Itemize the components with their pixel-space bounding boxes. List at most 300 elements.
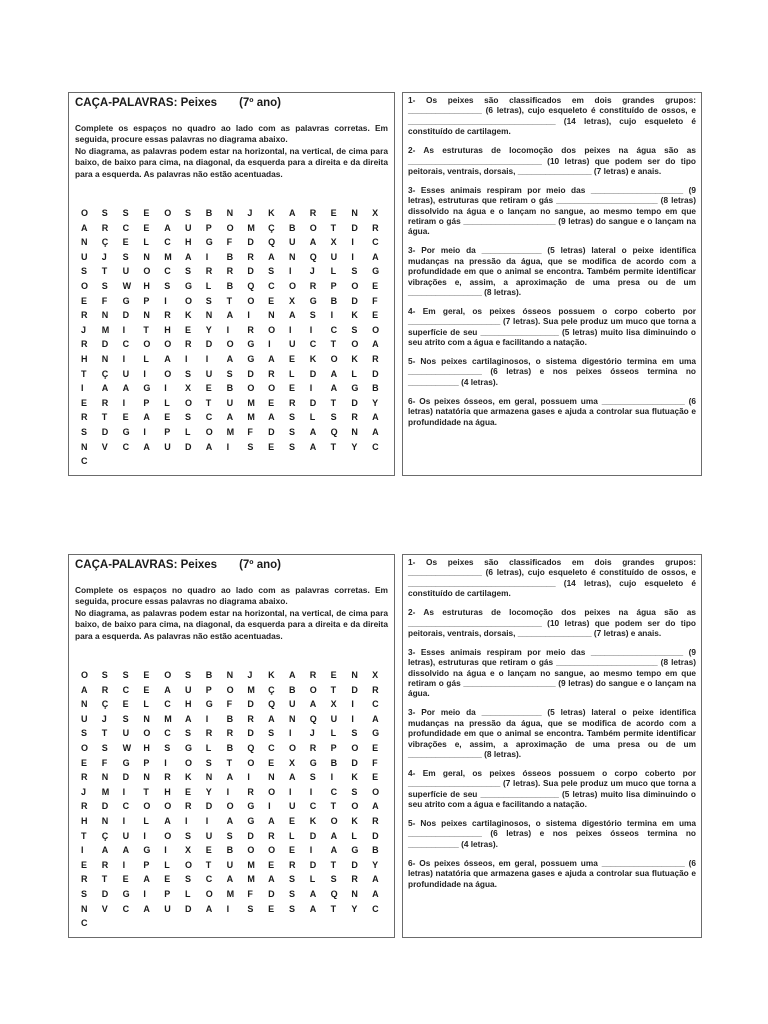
grid-letter: A xyxy=(164,684,171,695)
grid-letter: S xyxy=(309,310,316,321)
grid-letter: O xyxy=(143,266,151,277)
grid-letter: E xyxy=(164,874,171,885)
grid-letter: A xyxy=(164,353,171,364)
grid-letter: O xyxy=(309,684,317,695)
grid-letter: R xyxy=(226,728,234,739)
grid-letter: R xyxy=(351,874,358,885)
grid-letter: S xyxy=(184,266,191,277)
grid-letter: S xyxy=(288,888,295,899)
grid-letter: D xyxy=(351,757,358,768)
grid-letter: A xyxy=(164,222,171,233)
grid-letter: I xyxy=(351,251,354,262)
grid-letter: R xyxy=(372,684,379,695)
grid-letter: M xyxy=(247,874,255,885)
grid-letter: E xyxy=(143,208,150,219)
grid-letter: C xyxy=(164,266,171,277)
instruction-paragraph: Complete os espaços no quadro ao lado com as palavras corretas. Em seguida, procure essas palavras no diagrama abaixo. xyxy=(75,123,388,145)
grid-letter: A xyxy=(226,874,234,885)
grid-letter: O xyxy=(164,830,172,841)
grid-letter: Q xyxy=(268,237,276,248)
grid-letter: A xyxy=(164,815,171,826)
grade-level: (7º ano) xyxy=(239,559,281,571)
grid-letter: A xyxy=(143,412,150,423)
grid-letter: T xyxy=(101,728,108,739)
grid-letter: U xyxy=(330,251,338,262)
grid-letter: O xyxy=(268,383,276,394)
grid-letter: S xyxy=(268,728,275,739)
grid-letter: O xyxy=(351,743,359,753)
grid-letter: A xyxy=(372,339,379,350)
grid-letter: T xyxy=(143,786,149,797)
grid-letter: R xyxy=(268,368,275,379)
grid-letter: E xyxy=(122,237,129,248)
grid-letter: S xyxy=(184,208,191,219)
grid-letter: G xyxy=(122,295,130,306)
grid-letter: A xyxy=(226,772,234,783)
grid-letter: S xyxy=(101,281,108,291)
grid-letter: G xyxy=(247,353,255,364)
grid-letter: A xyxy=(288,208,296,219)
grid-letter: X xyxy=(184,383,191,394)
grid-letter: T xyxy=(330,339,337,350)
grid-letter: A xyxy=(372,888,379,899)
grid-letter: F xyxy=(226,237,233,248)
grid-letter: L xyxy=(143,237,149,248)
grid-letter: I xyxy=(143,426,146,437)
grid-letter: G xyxy=(309,757,317,768)
grid-letter: S xyxy=(184,412,191,423)
grid-letter: R xyxy=(247,786,254,797)
grid-letter: U xyxy=(330,713,338,724)
grid-letter: B xyxy=(226,281,234,291)
grid-letter: A xyxy=(372,251,379,262)
grid-letter: C xyxy=(164,699,171,710)
grid-letter: Q xyxy=(309,713,317,724)
grid-letter: C xyxy=(372,237,379,248)
grid-letter: I xyxy=(247,310,250,321)
grid-letter: Ç xyxy=(101,368,109,379)
grid-letter: H xyxy=(164,324,171,335)
grid-letter: S xyxy=(288,441,295,452)
grid-letter: A xyxy=(143,903,150,914)
grid-letter: O xyxy=(184,397,192,408)
instructions xyxy=(75,123,388,180)
grid-letter: E xyxy=(288,815,295,826)
grid-letter: I xyxy=(226,441,230,452)
grid-letter: J xyxy=(309,266,315,277)
grid-letter: C xyxy=(268,281,275,291)
grid-letter: R xyxy=(184,339,192,350)
grid-letter: P xyxy=(143,397,150,408)
grid-letter: A xyxy=(330,830,338,841)
grid-letter: S xyxy=(184,368,191,379)
grid-letter: U xyxy=(288,699,296,710)
grid-letter: U xyxy=(122,368,130,379)
grid-letter: D xyxy=(309,830,317,841)
grid-letter: P xyxy=(205,684,212,695)
grid-letter: R xyxy=(247,324,254,335)
grid-letter: R xyxy=(81,874,88,885)
grid-letter: A xyxy=(309,426,317,437)
grid-letter: E xyxy=(81,859,88,870)
word-search-panel xyxy=(68,554,395,938)
grid-letter: R xyxy=(101,684,109,695)
grid-letter: D xyxy=(101,339,109,350)
question-1: 1- Os peixes são classificados em dois grandes grupos: ________________ (6 letras), cujo esqueleto é constituído de ossos, e ________________________________ (14 letras), cujo esqueleto é constituído de cartilagem. xyxy=(408,95,696,137)
grid-letter: Ç xyxy=(268,222,275,233)
grid-letter: R xyxy=(205,728,213,739)
grid-letter: I xyxy=(268,339,271,350)
questions-panel xyxy=(402,554,702,938)
grid-letter: J xyxy=(309,728,315,739)
grid-letter: U xyxy=(184,222,192,233)
grid-letter: T xyxy=(330,859,337,870)
grid-letter: A xyxy=(101,383,109,394)
grid-letter: I xyxy=(226,903,230,914)
grid-letter: Y xyxy=(351,441,358,452)
question-1: 1- Os peixes são classificados em dois grandes grupos: ________________ (6 letras), cujo esqueleto é constituído de ossos, e ________________________________ (14 letras), cujo esqueleto é constituído de cartilagem. xyxy=(408,557,696,599)
grid-letter: A xyxy=(309,237,317,248)
grid-letter: K xyxy=(309,353,317,364)
grid-letter: L xyxy=(351,368,357,379)
grid-letter: M xyxy=(247,222,255,233)
grid-letter: E xyxy=(184,786,191,797)
grid-letter: C xyxy=(122,684,130,695)
grid-letter: A xyxy=(288,772,296,783)
grid-letter: E xyxy=(268,903,275,914)
grid-letter: R xyxy=(101,222,109,233)
grid-letter: I xyxy=(247,772,250,783)
grid-letter: C xyxy=(122,222,130,233)
grid-letter: K xyxy=(351,772,358,783)
grid-letter: X xyxy=(288,757,295,768)
grid-letter: S xyxy=(247,903,254,914)
grid-letter: X xyxy=(330,237,337,248)
grid-letter: D xyxy=(247,728,254,739)
grid-letter: I xyxy=(351,699,354,710)
grid-letter: T xyxy=(330,903,337,914)
grid-letter: L xyxy=(330,728,337,739)
grid-letter: C xyxy=(372,441,379,452)
grid-letter: E xyxy=(164,412,171,423)
grid-letter: I xyxy=(122,815,126,826)
grid-letter: C xyxy=(81,456,88,467)
grid-letter: L xyxy=(205,281,212,291)
grid-letter: G xyxy=(247,815,255,826)
grid-letter: I xyxy=(288,266,292,277)
grid-letter: R xyxy=(164,310,171,321)
grid-letter: A xyxy=(205,441,213,452)
grid-letter: N xyxy=(81,237,88,248)
grid-letter: R xyxy=(247,251,254,262)
grid-letter: K xyxy=(309,815,317,826)
grid-letter: D xyxy=(184,441,192,452)
grid-letter: T xyxy=(101,874,108,885)
grid-letter: D xyxy=(351,222,358,233)
grid-letter: S xyxy=(288,412,295,423)
grid-letter: S xyxy=(288,426,295,437)
grid-letter: N xyxy=(288,713,296,724)
grid-letter: S xyxy=(81,266,88,277)
grid-letter: F xyxy=(247,426,253,437)
grid-letter: D xyxy=(351,684,358,695)
grid-letter: E xyxy=(268,295,275,306)
grid-letter: E xyxy=(288,383,295,394)
worksheet-title: CAÇA-PALAVRAS: Peixes xyxy=(75,559,218,571)
grid-letter: S xyxy=(164,281,171,291)
grid-letter: Q xyxy=(330,426,338,437)
grid-letter: K xyxy=(268,208,275,219)
grid-letter: S xyxy=(81,728,88,739)
grid-letter: N xyxy=(205,772,213,783)
question-3a: 3- Esses animais respiram por meio das ____________________ (9 letras), estruturas que retiram o gás ______________________ (8 letras) dissolvido na água e o lançam no sangue, ao mesmo tempo em que retiram o gás ____________________ (9 letras) do sangue e o lançam na água. xyxy=(408,646,696,699)
grid-letter: S xyxy=(351,324,358,335)
grid-letter: O xyxy=(164,670,172,681)
grid-letter: A xyxy=(184,251,192,262)
grid-letter: S xyxy=(351,266,358,277)
grid-letter: A xyxy=(226,815,234,826)
grid-letter: Y xyxy=(351,903,358,914)
grid-letter: O xyxy=(351,339,359,350)
grid-letter: L xyxy=(143,353,149,364)
grid-letter: R xyxy=(101,859,109,870)
grid-letter: B xyxy=(330,757,338,768)
grid-letter: O xyxy=(143,801,151,812)
grid-letter: S xyxy=(122,670,129,681)
grid-letter: S xyxy=(184,728,191,739)
grid-letter: R xyxy=(268,830,275,841)
letter-grid xyxy=(81,668,388,931)
grid-letter: V xyxy=(101,441,108,452)
grid-letter: T xyxy=(330,222,337,233)
grid-letter: N xyxy=(81,699,88,710)
grid-letter: I xyxy=(226,786,230,797)
grid-letter: N xyxy=(101,815,109,826)
grid-letter: O xyxy=(268,786,276,797)
grid-letter: G xyxy=(372,266,380,277)
grid-letter: N xyxy=(226,670,234,681)
question-5: 5- Nos peixes cartilaginosos, o sistema digestório termina em uma ________________ (6 letras) e nos peixes ósseos termina no ___________ (4 letras). xyxy=(408,818,696,849)
grid-letter: C xyxy=(330,324,338,335)
grid-letter: L xyxy=(184,888,191,899)
grid-letter: O xyxy=(330,815,338,826)
grid-letter: R xyxy=(372,222,379,233)
grid-letter: D xyxy=(351,859,358,870)
worksheet-title-row xyxy=(75,97,388,109)
grid-letter: Q xyxy=(247,281,255,291)
grid-letter: U xyxy=(205,830,213,841)
grid-letter: R xyxy=(164,772,171,783)
grid-letter: B xyxy=(330,295,338,306)
grid-letter: U xyxy=(205,368,213,379)
worksheet-title-row xyxy=(75,559,388,571)
grid-letter: I xyxy=(164,383,167,394)
grid-letter: M xyxy=(101,786,110,797)
grid-letter: J xyxy=(101,251,107,262)
grid-letter: A xyxy=(330,383,338,394)
grid-letter: I xyxy=(122,786,126,797)
instruction-paragraph: No diagrama, as palavras podem estar na horizontal, na vertical, de cima para baixo, de baixo para cima, na diagonal, da esquerda para a direita e da direita para a esquerda. As palavras não estão acentuadas. xyxy=(75,607,388,641)
grid-letter: N xyxy=(288,251,296,262)
grid-letter: I xyxy=(81,845,84,856)
grid-letter: B xyxy=(205,208,213,219)
grid-letter: E xyxy=(81,397,88,408)
grid-letter: S xyxy=(226,830,233,841)
grid-letter: N xyxy=(101,353,109,364)
grid-letter: O xyxy=(268,324,276,335)
grid-letter: P xyxy=(205,222,212,233)
worksheet-top xyxy=(0,92,768,476)
grid-letter: F xyxy=(101,757,108,768)
grid-letter: Y xyxy=(372,397,379,408)
grid-letter: D xyxy=(351,295,358,306)
grid-letter: S xyxy=(205,295,212,306)
grid-letter: D xyxy=(205,801,213,812)
grid-letter: I xyxy=(143,830,146,841)
grid-letter: S xyxy=(205,757,212,768)
grid-letter: A xyxy=(268,353,275,364)
grid-letter: E xyxy=(205,383,212,394)
grid-letter: D xyxy=(205,339,213,350)
grid-letter: X xyxy=(288,295,295,306)
grid-letter: D xyxy=(247,266,254,277)
grid-letter: S xyxy=(288,903,295,914)
grid-letter: O xyxy=(164,368,172,379)
grid-letter: T xyxy=(101,266,108,277)
grid-letter: F xyxy=(372,757,378,768)
grid-letter: T xyxy=(330,801,337,812)
question-3a: 3- Esses animais respiram por meio das ____________________ (9 letras), estruturas que retiram o gás ______________________ (8 letras) dissolvido na água e o lançam no sangue, ao mesmo tempo em que retiram o gás ____________________ (9 letras) do sangue e o lançam na água. xyxy=(408,184,696,237)
grid-letter: A xyxy=(268,815,275,826)
grid-letter: P xyxy=(143,859,150,870)
grid-letter: N xyxy=(351,670,358,681)
grid-letter: U xyxy=(226,859,234,870)
grid-letter: R xyxy=(247,713,254,724)
grid-letter: B xyxy=(226,251,234,262)
grid-letter: A xyxy=(122,383,130,394)
grid-letter: U xyxy=(122,830,130,841)
grid-letter: U xyxy=(164,903,171,914)
grid-letter: K xyxy=(184,772,192,783)
grid-letter: O xyxy=(81,208,89,219)
grid-letter: O xyxy=(164,208,172,219)
grid-letter: G xyxy=(143,383,151,394)
grid-letter: A xyxy=(226,412,234,423)
grid-letter: L xyxy=(184,426,191,437)
grid-letter: S xyxy=(288,874,295,885)
grid-letter: A xyxy=(143,441,150,452)
grid-letter: I xyxy=(268,801,271,812)
grid-letter: B xyxy=(288,684,296,695)
grid-letter: C xyxy=(205,412,213,423)
grid-letter: L xyxy=(164,859,170,870)
grid-letter: F xyxy=(372,295,378,306)
grid-letter: N xyxy=(101,772,109,783)
grid-letter: S xyxy=(351,786,358,797)
grid-letter: A xyxy=(268,874,275,885)
grid-letter: B xyxy=(205,670,213,681)
grid-letter: D xyxy=(309,397,317,408)
grid-letter: C xyxy=(268,743,275,753)
grid-letter: C xyxy=(309,339,317,350)
grid-letter: K xyxy=(351,815,358,826)
grid-letter: H xyxy=(184,699,192,710)
question-6: 6- Os peixes ósseos, em geral, possuem uma __________________ (6 letras) natatória que armazena gases e ajuda a controlar sua flutuação e profundidade na água. xyxy=(408,857,696,889)
grid-letter: C xyxy=(122,903,130,914)
grid-letter: O xyxy=(143,728,151,739)
grid-letter: Ç xyxy=(101,699,109,710)
grid-letter: I xyxy=(164,757,167,768)
grid-letter: O xyxy=(288,281,296,291)
grid-letter: O xyxy=(205,888,213,899)
grid-letter: G xyxy=(351,383,359,394)
grid-letter: I xyxy=(288,324,292,335)
grid-letter: N xyxy=(226,208,234,219)
grid-letter: D xyxy=(122,310,130,321)
grid-letter: G xyxy=(247,339,255,350)
instructions xyxy=(75,585,388,642)
grid-letter: R xyxy=(101,397,109,408)
grid-letter: L xyxy=(309,874,316,885)
grid-letter: C xyxy=(122,801,130,812)
grid-letter: B xyxy=(226,713,234,724)
grid-letter: B xyxy=(226,383,234,394)
grid-letter: T xyxy=(205,397,212,408)
grid-letter: R xyxy=(81,801,88,812)
grid-letter: I xyxy=(205,353,209,364)
grid-letter: H xyxy=(184,237,192,248)
grid-letter: E xyxy=(372,310,379,321)
question-5: 5- Nos peixes cartilaginosos, o sistema digestório termina em uma ________________ (6 letras) e nos peixes ósseos termina no ___________ (4 letras). xyxy=(408,356,696,387)
grid-letter: D xyxy=(101,888,109,899)
grid-letter: E xyxy=(330,208,337,219)
grid-letter: H xyxy=(81,353,88,364)
grid-letter: D xyxy=(268,426,275,437)
grid-letter: U xyxy=(81,251,88,262)
grid-letter: M xyxy=(226,426,235,437)
grid-letter: O xyxy=(351,801,359,812)
grid-letter: I xyxy=(309,324,313,335)
grid-letter: I xyxy=(226,324,230,335)
question-2: 2- As estruturas de locomoção dos peixes na água são as _____________________________ (10 letras) que podem ser do tipo peitorais, ventrais, dorsais, ________________ (7 letras) e anais. xyxy=(408,607,696,638)
grid-letter: S xyxy=(268,266,275,277)
grid-letter: O xyxy=(309,222,317,233)
grid-letter: S xyxy=(101,208,108,219)
grid-letter: S xyxy=(309,772,316,783)
grid-letter: M xyxy=(226,888,235,899)
grid-letter: M xyxy=(247,859,255,870)
word-search-panel xyxy=(68,92,395,476)
grid-letter: S xyxy=(330,412,337,423)
grid-letter: O xyxy=(81,281,89,291)
grid-letter: Ç xyxy=(101,830,109,841)
grid-letter: G xyxy=(205,237,213,248)
grid-letter: P xyxy=(164,888,171,899)
grid-letter: O xyxy=(247,757,255,768)
grid-letter: E xyxy=(268,397,275,408)
grid-letter: I xyxy=(184,353,188,364)
question-4: 4- Em geral, os peixes ósseos possuem o corpo coberto por ____________________ (7 letras). Sua pele produz um muco que torna a superfície de seu _________________ (5 letras) muito lisa diminuindo o seu atrito com a água e facilitando a natação. xyxy=(408,767,696,810)
grid-letter: N xyxy=(268,772,275,783)
grid-letter: T xyxy=(81,830,87,841)
grid-letter: C xyxy=(164,728,171,739)
grid-letter: C xyxy=(372,903,379,914)
grid-letter: L xyxy=(288,830,295,841)
grid-letter: E xyxy=(184,324,191,335)
grid-letter: U xyxy=(288,801,296,812)
grid-letter: N xyxy=(351,888,358,899)
grid-letter: H xyxy=(143,281,150,291)
